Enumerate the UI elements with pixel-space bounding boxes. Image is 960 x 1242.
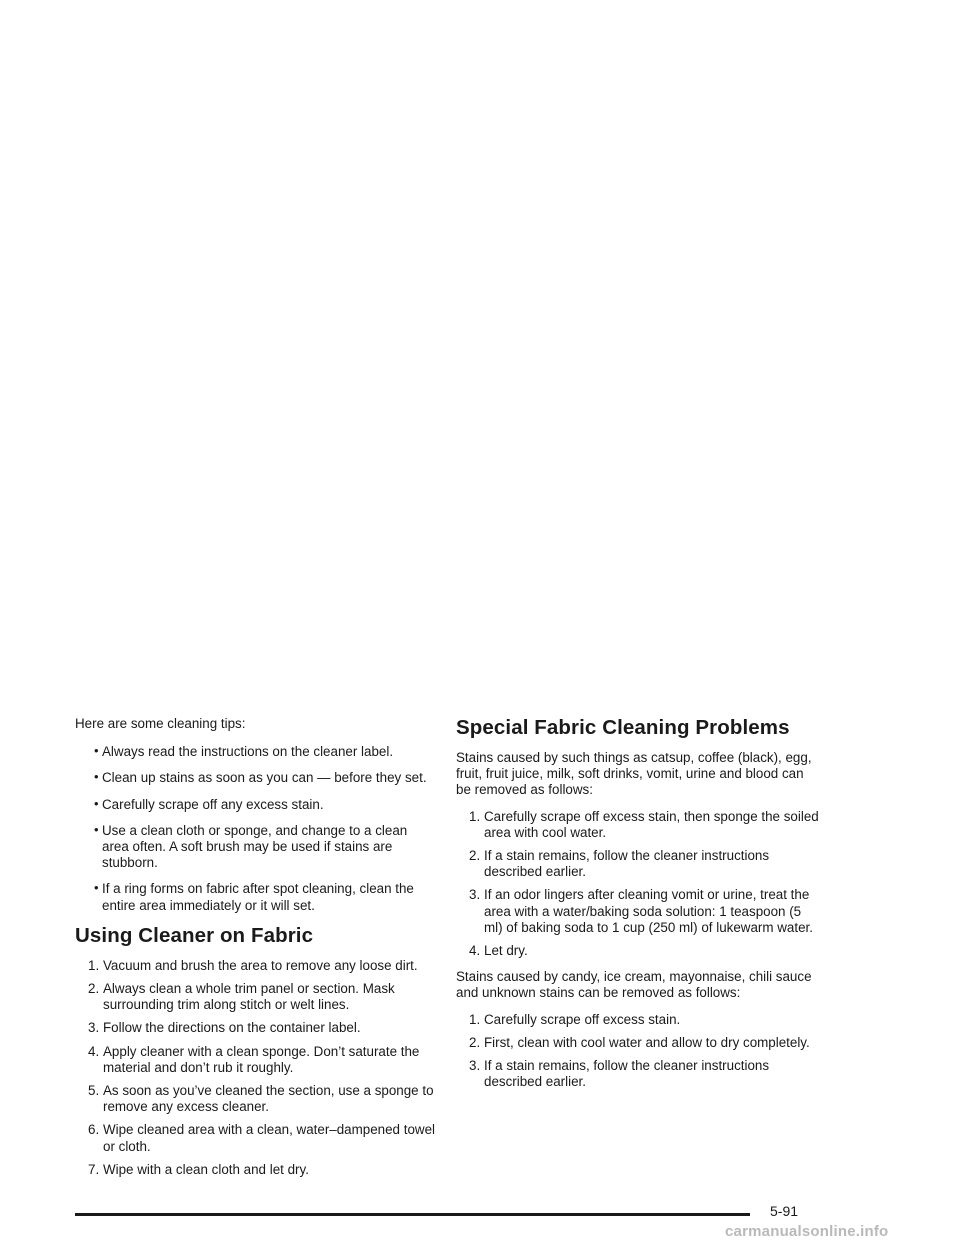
bullet-icon: • <box>94 880 99 896</box>
bullet-icon: • <box>94 795 99 811</box>
cleaning-tips-list <box>75 744 435 914</box>
step-text: First, clean with cool water and allow to dry completely. <box>484 1034 810 1050</box>
tip-text: Carefully scrape off any excess stain. <box>102 796 324 812</box>
list-item <box>469 808 821 841</box>
step-number: 2. <box>469 1034 481 1050</box>
step-text: Carefully scrape off excess stain. <box>484 1011 681 1027</box>
list-item <box>88 1161 435 1178</box>
step-number: 2. <box>469 848 481 864</box>
step-number: 1. <box>469 808 481 824</box>
list-item <box>94 795 435 813</box>
step-text: If a stain remains, follow the cleaner instructions described earlier. <box>484 848 770 880</box>
step-text: If a stain remains, follow the cleaner instructions described earlier. <box>484 1058 770 1090</box>
step-number: 6. <box>88 1122 100 1138</box>
list-item <box>94 743 435 760</box>
stain-removal-steps-1 <box>456 809 821 960</box>
step-text: As soon as you’ve cleaned the section, use a sponge to remove any excess cleaner. <box>103 1083 434 1115</box>
right-column <box>456 716 821 1100</box>
step-number: 7. <box>88 1161 100 1177</box>
list-item <box>94 880 435 913</box>
bullet-icon: • <box>94 769 99 785</box>
page-number: 5-91 <box>770 1203 799 1219</box>
step-text: If an odor lingers after cleaning vomit or urine, treat the area with a water/baking soda solution: 1 teaspoon (5 ml) of baking soda to 1 cup (250 ml) of lukewarm water. <box>484 887 813 935</box>
list-item <box>469 1011 821 1028</box>
section-heading-using-cleaner: Using Cleaner on Fabric <box>75 923 314 947</box>
list-item <box>88 981 435 1013</box>
step-number: 1. <box>88 957 100 973</box>
list-item <box>88 1020 435 1036</box>
list-item <box>88 1043 435 1076</box>
stain-removal-steps-2 <box>456 1012 821 1091</box>
using-cleaner-steps <box>75 958 435 1178</box>
step-text: Follow the directions on the container label. <box>103 1020 361 1036</box>
list-item <box>88 1122 435 1154</box>
tip-text: Clean up stains as soon as you can — before they set. <box>102 770 427 786</box>
bullet-icon: • <box>94 821 99 837</box>
list-item <box>94 821 435 872</box>
watermark: carmanualsonline.info <box>725 1223 889 1240</box>
cleaning-tips-intro: Here are some cleaning tips: <box>75 716 246 731</box>
step-text: Carefully scrape off excess stain, then sponge the soiled area with cool water. <box>484 808 819 840</box>
step-text: Let dry. <box>484 943 528 959</box>
list-item <box>94 769 435 786</box>
step-number: 1. <box>469 1011 481 1027</box>
stains-intro-1: Stains caused by such things as catsup, coffee (black), egg, fruit, fruit juice, milk, soft drinks, vomit, urine and blood can be removed as follows: <box>456 750 812 798</box>
step-number: 4. <box>469 943 481 959</box>
tip-text: Use a clean cloth or sponge, and change to a clean area often. A soft brush may be used if stains are stubborn. <box>102 822 408 871</box>
bullet-icon: • <box>94 743 99 759</box>
section-heading-special-fabric: Special Fabric Cleaning Problems <box>456 716 790 739</box>
step-number: 3. <box>469 887 481 903</box>
list-item <box>469 1034 821 1051</box>
step-number: 4. <box>88 1043 100 1059</box>
list-item <box>469 943 821 959</box>
stains-intro-2: Stains caused by candy, ice cream, mayonnaise, chili sauce and unknown stains can be removed as follows: <box>456 969 812 1001</box>
list-item <box>88 1083 435 1115</box>
list-item <box>469 887 821 936</box>
step-number: 3. <box>469 1058 481 1074</box>
tip-text: Always read the instructions on the cleaner label. <box>102 744 394 760</box>
footer-divider <box>75 1213 750 1216</box>
list-item <box>469 848 821 880</box>
list-item <box>469 1058 821 1090</box>
step-text: Apply cleaner with a clean sponge. Don’t saturate the material and don’t rub it roughly. <box>103 1043 420 1075</box>
step-number: 3. <box>88 1020 100 1036</box>
step-number: 5. <box>88 1083 100 1099</box>
tip-text: If a ring forms on fabric after spot cleaning, clean the entire area immediately or it will set. <box>102 881 414 913</box>
step-text: Wipe with a clean cloth and let dry. <box>103 1161 309 1177</box>
step-text: Vacuum and brush the area to remove any loose dirt. <box>103 957 418 973</box>
step-number: 2. <box>88 981 100 997</box>
step-text: Wipe cleaned area with a clean, water–dampened towel or cloth. <box>103 1122 435 1154</box>
list-item <box>88 957 435 974</box>
left-column <box>75 716 435 1188</box>
step-text: Always clean a whole trim panel or section. Mask surrounding trim along stitch or welt lines. <box>103 981 395 1013</box>
